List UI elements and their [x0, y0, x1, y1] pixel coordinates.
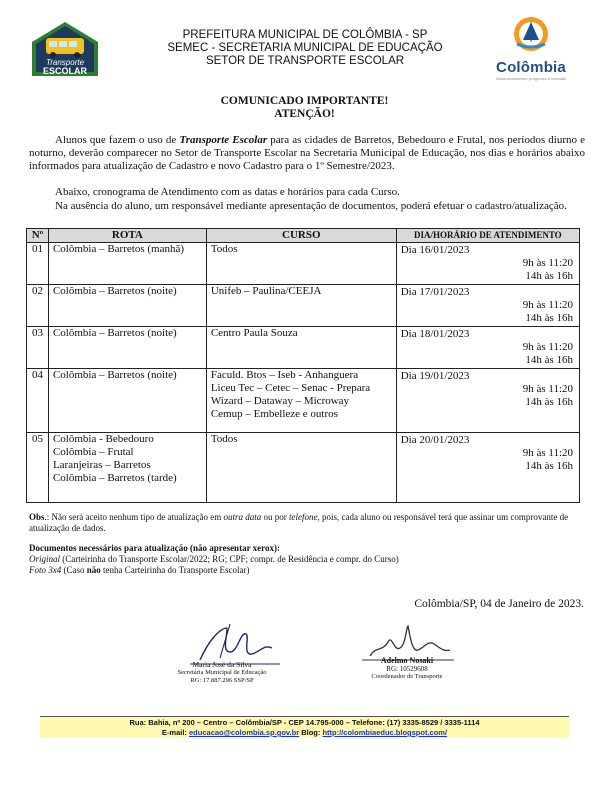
signature-2-role: Coordenador de Transporte — [371, 673, 443, 680]
table-header-row — [27, 229, 580, 243]
header-line-3: SETOR DE TRANSPORTE ESCOLAR — [205, 55, 405, 67]
footer-blog-link[interactable]: http://colombiaeduc.blogspot.com/ — [322, 728, 448, 737]
row-number: 02 — [27, 285, 49, 327]
transporte-escolar-logo — [30, 20, 100, 78]
intro-paragraph-1: Alunos que fazem o uso de Transporte Escolar para as cidades de Barretos, Bebedouro e Frutal, nos períodos diurno e noturno, deverão comparecer no Setor de Transporte Escolar na Secretaria Municipal de Educação, nos dias e horários abaixo informados para atualização de Cadastro e novo Cadastro para o 1º Semestre/2023. — [29, 134, 585, 172]
table-row — [27, 243, 580, 285]
row-route: Colômbia – Barretos (manhã) — [48, 243, 206, 285]
signature-1 — [172, 661, 272, 685]
row-schedule: Dia 16/01/2023 9h às 11:20 14h às 16h — [396, 243, 579, 285]
footer-email-link[interactable]: educacao@colombia.sp.gov.br — [189, 728, 300, 737]
footer-contact: E-mail: educacao@colombia.sp.gov.br Blog: http://colombiaeduc.blogspot.com/ — [161, 728, 448, 737]
row-schedule: Dia 18/01/2023 9h às 11:20 14h às 16h — [396, 327, 579, 369]
row-number: 04 — [27, 369, 49, 433]
col-header-number: Nº — [27, 229, 49, 243]
row-course: Faculd. Btos – Iseb - Anhanguera Liceu Tec – Cetec – Senac - Prepara Wizard – Dataway – Microway Cemup – Embelleze e outros — [206, 369, 396, 433]
row-schedule: Dia 19/01/2023 9h às 11:20 14h às 16h — [396, 369, 579, 433]
row-number: 01 — [27, 243, 49, 285]
row-schedule: Dia 17/01/2023 9h às 11:20 14h às 16h — [396, 285, 579, 327]
signature-2 — [362, 657, 452, 681]
schedule-table — [26, 228, 580, 503]
signature-1-name: Maria José da Silva — [192, 660, 252, 669]
table-row — [27, 285, 580, 327]
row-course: Todos — [206, 433, 396, 503]
notice-subtitle: ATENÇÃO! — [274, 108, 335, 120]
row-number: 03 — [27, 327, 49, 369]
row-course: Centro Paula Souza — [206, 327, 396, 369]
table-row — [27, 327, 580, 369]
col-header-route: ROTA — [48, 229, 206, 243]
svg-text:ESCOLAR: ESCOLAR — [42, 66, 88, 76]
signature-2-doc: RG: 10529608 — [386, 665, 428, 673]
date-line: Colômbia/SP, 04 de Janeiro de 2023. — [414, 598, 584, 610]
row-course: Unifeb – Paulina/CEEJA — [206, 285, 396, 327]
notice-title: COMUNICADO IMPORTANTE! — [220, 95, 389, 107]
header-line-1: PREFEITURA MUNICIPAL DE COLÔMBIA - SP — [182, 29, 428, 41]
row-route: Colômbia – Barretos (noite) — [48, 285, 206, 327]
colombia-emblem-icon — [507, 14, 555, 54]
required-documents-title: Documentos necessários para atualização (não apresentar xerox): — [29, 543, 280, 553]
col-header-schedule: DIA/HORÁRIO DE ATENDIMENTO — [396, 229, 579, 243]
row-course: Todos — [206, 243, 396, 285]
row-schedule: Dia 20/01/2023 9h às 11:20 14h às 16h — [396, 433, 579, 503]
signature-1-role: Secretária Municipal de Educação — [177, 669, 267, 676]
colombia-city-logo — [496, 14, 566, 80]
required-document-2: Foto 3x4 (Caso não tenha Carteirinha do Transporte Escolar) — [29, 565, 250, 575]
signature-1-doc: RG: 17.887.296 SSP/SP — [190, 677, 254, 684]
intro-paragraph-3: Na ausência do aluno, um responsável mediante apresentação de documentos, poderá efetuar o cadastro/atualização. — [55, 200, 567, 212]
row-route: Colômbia - Bebedouro Colômbia – Frutal Laranjeiras – Barretos Colômbia – Barretos (tarde) — [48, 433, 206, 503]
footer — [40, 716, 569, 738]
row-number: 05 — [27, 433, 49, 503]
observation-note: Obs.: Não será aceito nenhum tipo de atualização em outra data ou por telefone, pois, cada aluno ou responsável terá que assinar um comprovante de atualização de dados. — [29, 512, 569, 533]
signature-2-name: Adelmo Nosaki — [380, 656, 434, 665]
table-row — [27, 369, 580, 433]
footer-address: Rua: Bahia, nº 200 – Centro – Colômbia/SP - CEP 14.795-000 – Telefone: (17) 3335-8529 / 3335-1114 — [129, 718, 480, 727]
header-line-2: SEMEC - SECRETARIA MUNICIPAL DE EDUCAÇÃO — [167, 42, 443, 54]
intro-paragraph-2: Abaixo, cronograma de Atendimento com as datas e horários para cada Curso. — [55, 186, 400, 198]
col-header-course: CURSO — [206, 229, 396, 243]
required-document-1: Original (Carteirinha do Transporte Escolar/2022; RG; CPF; compr. de Residência e compr. do Curso) — [29, 554, 399, 564]
table-row — [27, 433, 580, 503]
row-route: Colômbia – Barretos (noite) — [48, 369, 206, 433]
row-route: Colômbia – Barretos (noite) — [48, 327, 206, 369]
logo-tagline: Desenvolvimento, progresso e inclusão — [496, 76, 566, 81]
svg-text:Transporte: Transporte — [45, 58, 85, 67]
logo-city-name: Colômbia — [496, 59, 566, 76]
